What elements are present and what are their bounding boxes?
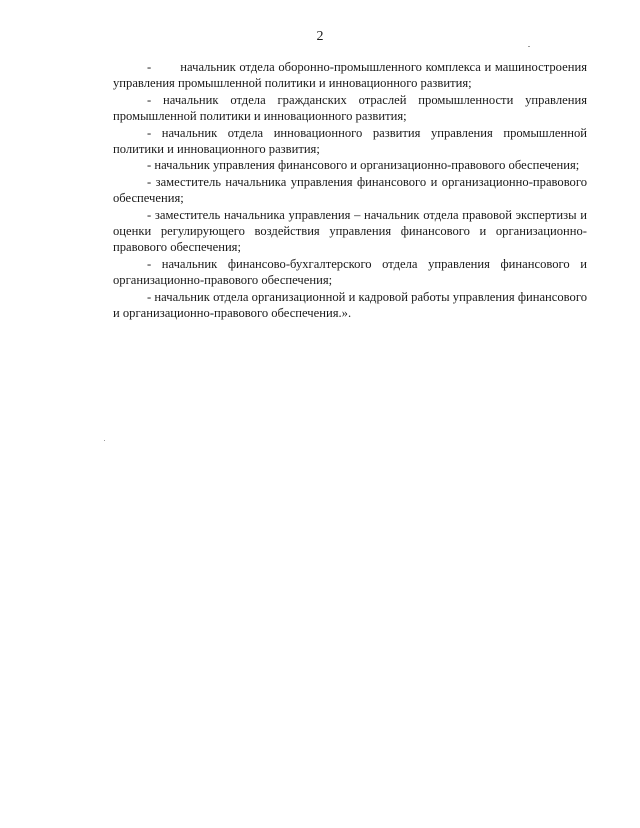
page-number: 2 — [316, 29, 324, 44]
scan-speck — [528, 46, 530, 47]
list-item: - начальник отдела инновационного развития управления промышленной политики и инновационного развития; — [113, 125, 587, 157]
list-item: - заместитель начальника управления – начальник отдела правовой экспертизы и оценки регулирующего воздействия управления финансового и организационно-правового обеспечения; — [113, 207, 587, 255]
list-item: - начальник отдела гражданских отраслей промышленности управления промышленной политики и инновационного развития; — [113, 92, 587, 124]
list-item: - начальник отдела оборонно-промышленного комплекса и машиностроения управления промышленной политики и инновационного развития; — [113, 60, 587, 91]
scan-speck — [104, 440, 105, 441]
list-item: - заместитель начальника управления финансового и организационно-правового обеспечения; — [113, 174, 587, 206]
list-item: - начальник финансово-бухгалтерского отдела управления финансового и организационно-правового обеспечения; — [113, 256, 587, 288]
list-item: - начальник отдела организационной и кадровой работы управления финансового и организационно-правового обеспечения.». — [113, 289, 587, 321]
document-body — [113, 59, 587, 322]
list-item: - начальник управления финансового и организационно-правового обеспечения; — [147, 158, 580, 173]
